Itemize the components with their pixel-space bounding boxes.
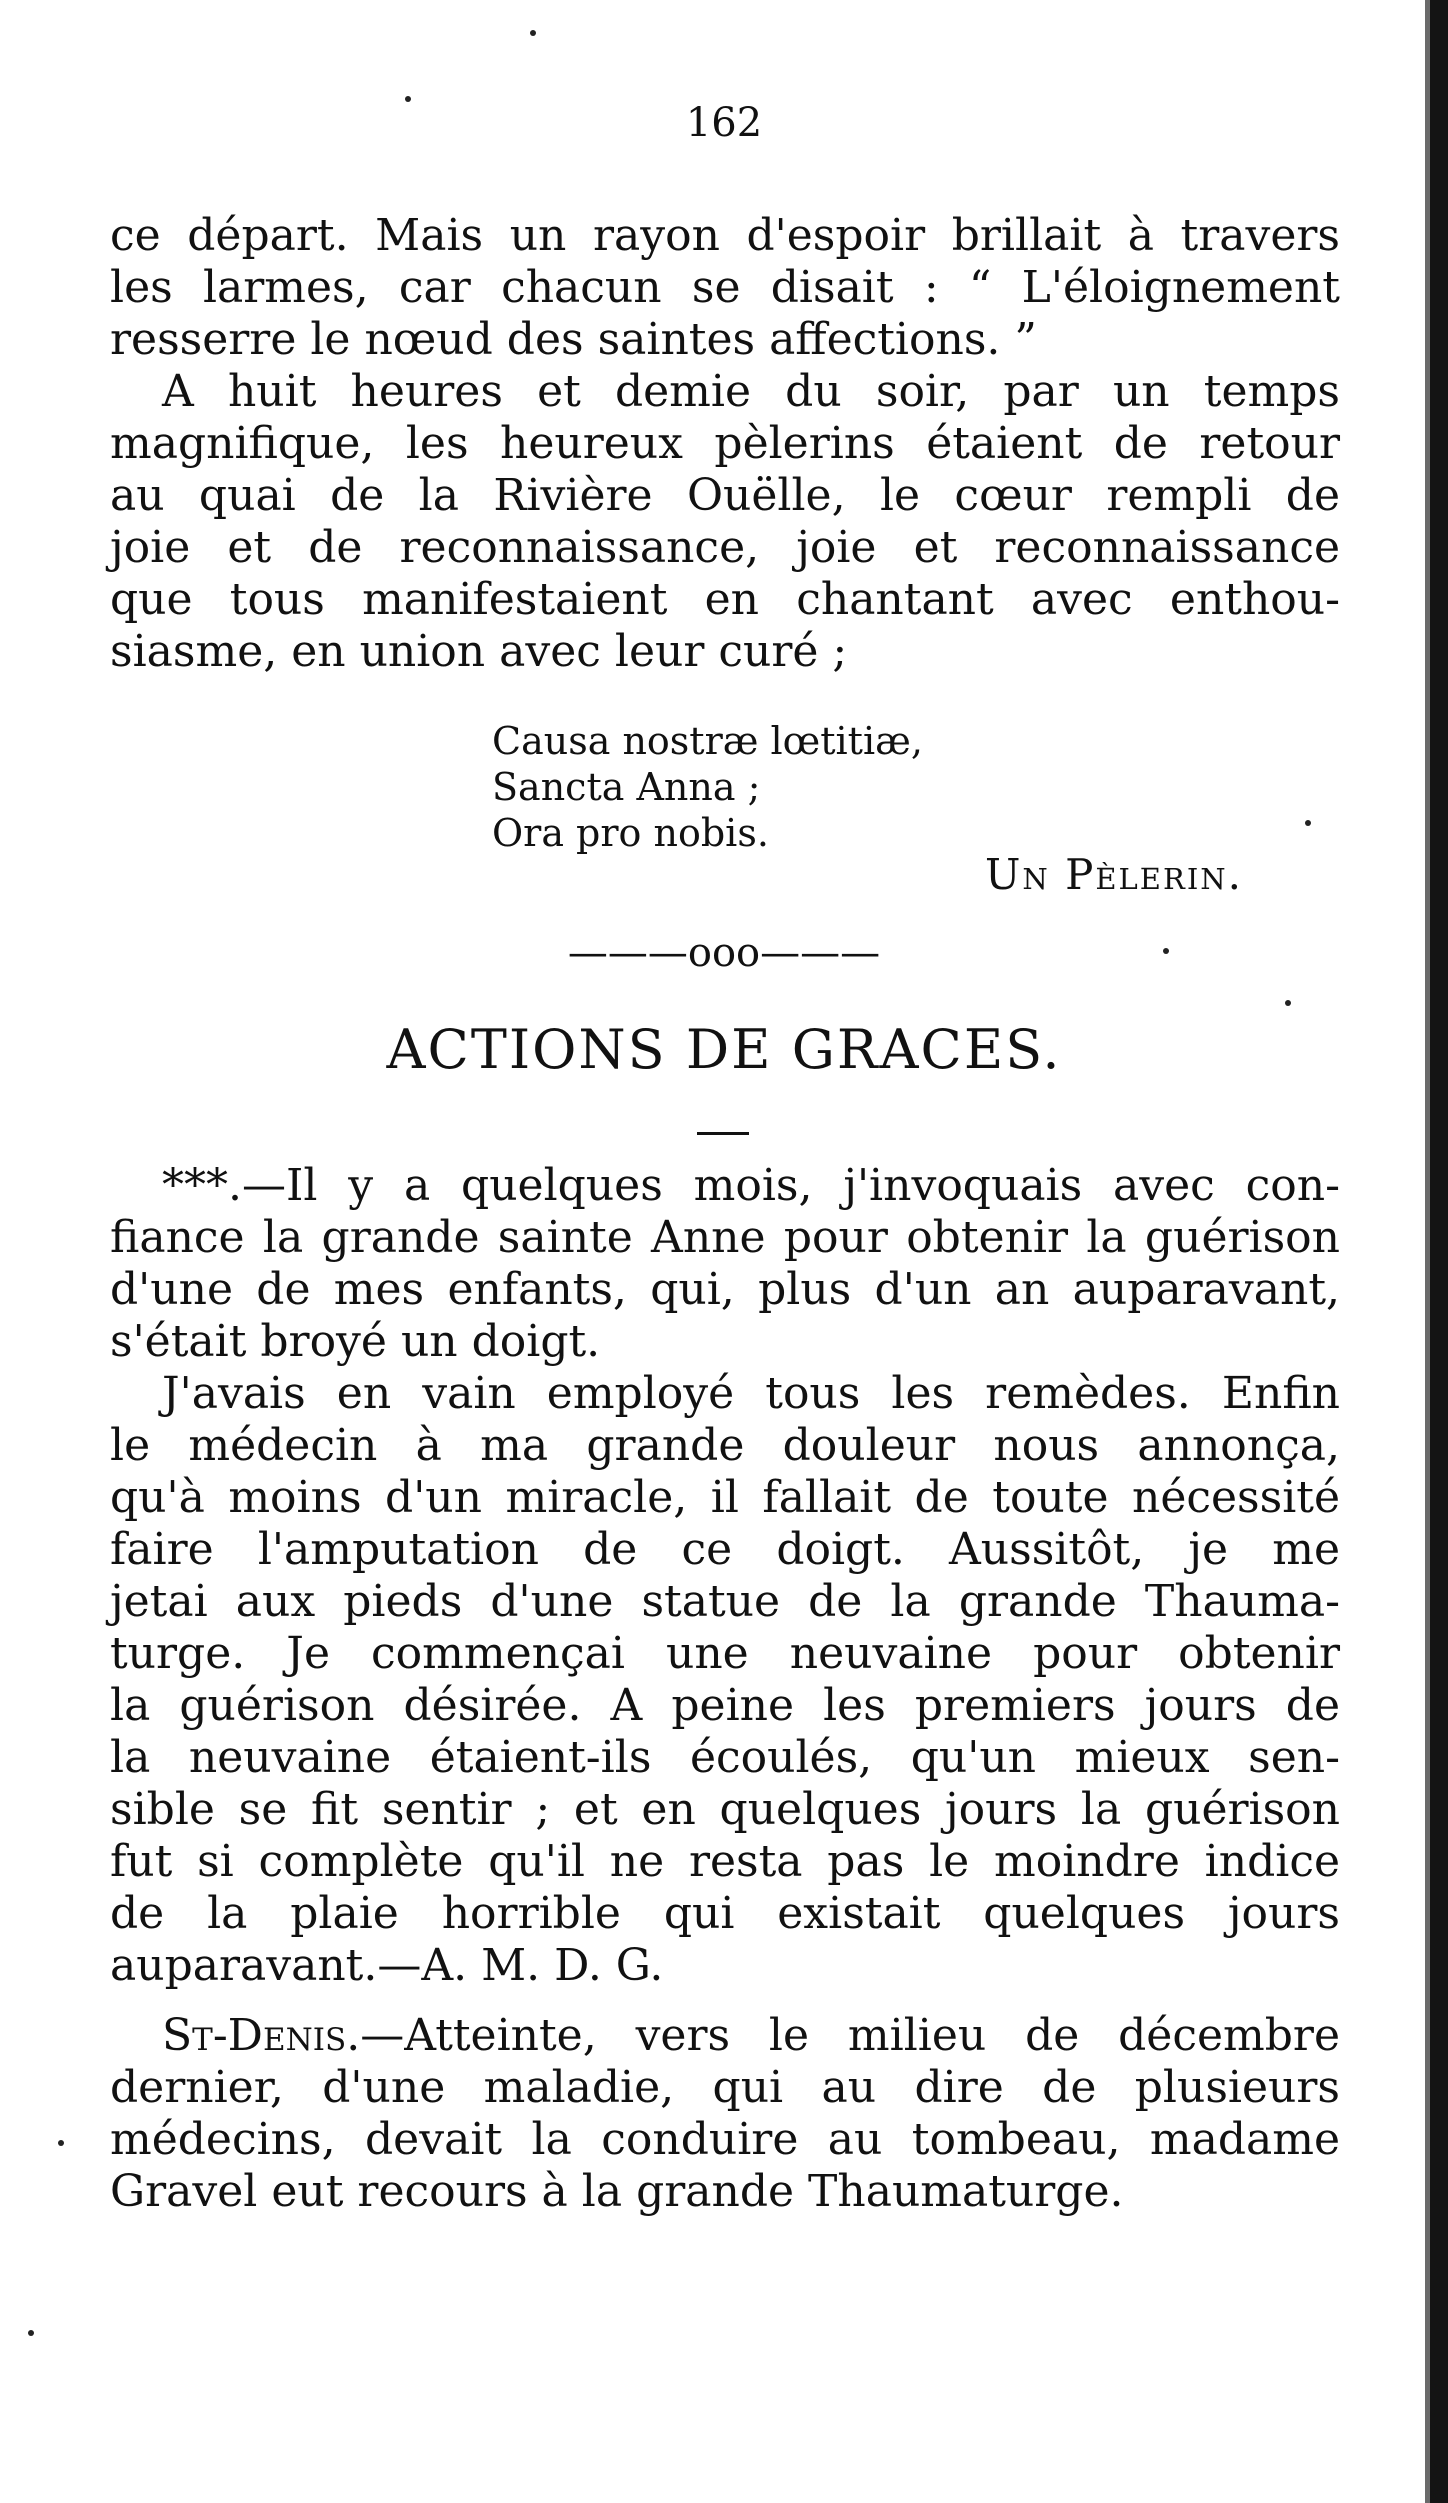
verse-line: Sancta Anna ; [492,765,761,809]
text-line: magnifique, les heureux pèlerins étaient de retour [110,418,1340,469]
text-line: Gravel eut recours à la grande Thaumaturge. [110,2166,1124,2217]
text-line: siasme, en union avec leur curé ; [110,626,848,677]
text-line: les larmes, car chacun se disait : “ L'éloignement [110,262,1340,313]
print-speck [28,2330,34,2336]
page-edge [1430,0,1448,2503]
text-line: sible se fit sentir ; et en quelques jours la guérison [110,1784,1340,1835]
testimony-text [110,1160,1340,1992]
text-line: médecins, devait la conduire au tombeau, madame [110,2114,1340,2165]
page-number: 162 [685,100,763,146]
verse-line: Causa nostræ lœtitiæ, [492,719,923,763]
text-line: ce départ. Mais un rayon d'espoir brillait à travers [110,210,1340,261]
latin-verse [492,718,923,856]
text-line: dernier, d'une maladie, qui au dire de plusieurs [110,2062,1340,2113]
text-line: faire l'amputation de ce doigt. Aussitôt, je me [110,1524,1340,1575]
text-line: d'une de mes enfants, qui, plus d'un an auparavant, [110,1264,1340,1315]
text-line: que tous manifestaient en chantant avec enthou- [110,574,1340,625]
place-name: St-Denis. [162,2010,361,2061]
print-speck [1285,1000,1291,1006]
print-speck [58,2140,64,2146]
st-denis-text [110,2010,1340,2218]
signature: Un Pèlerin. [985,850,1243,899]
text-line [110,2010,1340,2062]
text-line: jetai aux pieds d'une statue de la grande Thauma- [110,1576,1340,1627]
print-speck [1305,820,1311,826]
text-line: s'était broyé un doigt. [110,1316,601,1367]
print-speck [530,30,536,36]
text-line: le médecin à ma grande douleur nous annonça, [110,1420,1340,1471]
text-line: de la plaie horrible qui existait quelques jours [110,1888,1340,1939]
continued-text [110,210,1340,678]
text-line: A huit heures et demie du soir, par un temps [162,366,1340,417]
section-separator: ———ooo——— [567,930,881,976]
text-line: auparavant.—A. M. D. G. [110,1940,664,1991]
text-line: fiance la grande sainte Anne pour obtenir la guérison [110,1212,1340,1263]
text-fragment: —Atteinte, vers le milieu de décembre [360,2010,1340,2061]
text-line: J'avais en vain employé tous les remèdes. Enfin [162,1368,1340,1419]
text-line: ***.—Il y a quelques mois, j'invoquais avec con- [162,1160,1340,1211]
verse-line: Ora pro nobis. [492,811,769,855]
text-line: turge. Je commençai une neuvaine pour obtenir [110,1628,1340,1679]
text-line: la guérison désirée. A peine les premiers jours de [110,1680,1340,1731]
text-line: fut si complète qu'il ne resta pas le moindre indice [110,1836,1340,1887]
text-line: au quai de la Rivière Ouëlle, le cœur rempli de [110,470,1340,521]
text-line: joie et de reconnaissance, joie et reconnaissance [110,522,1340,573]
section-title: ACTIONS DE GRACES. [386,1018,1062,1081]
title-rule [697,1132,749,1135]
text-line: resserre le nœud des saintes affections. ” [110,314,1037,365]
text-line: qu'à moins d'un miracle, il fallait de toute nécessité [110,1472,1340,1523]
text-line: la neuvaine étaient-ils écoulés, qu'un mieux sen- [110,1732,1340,1783]
